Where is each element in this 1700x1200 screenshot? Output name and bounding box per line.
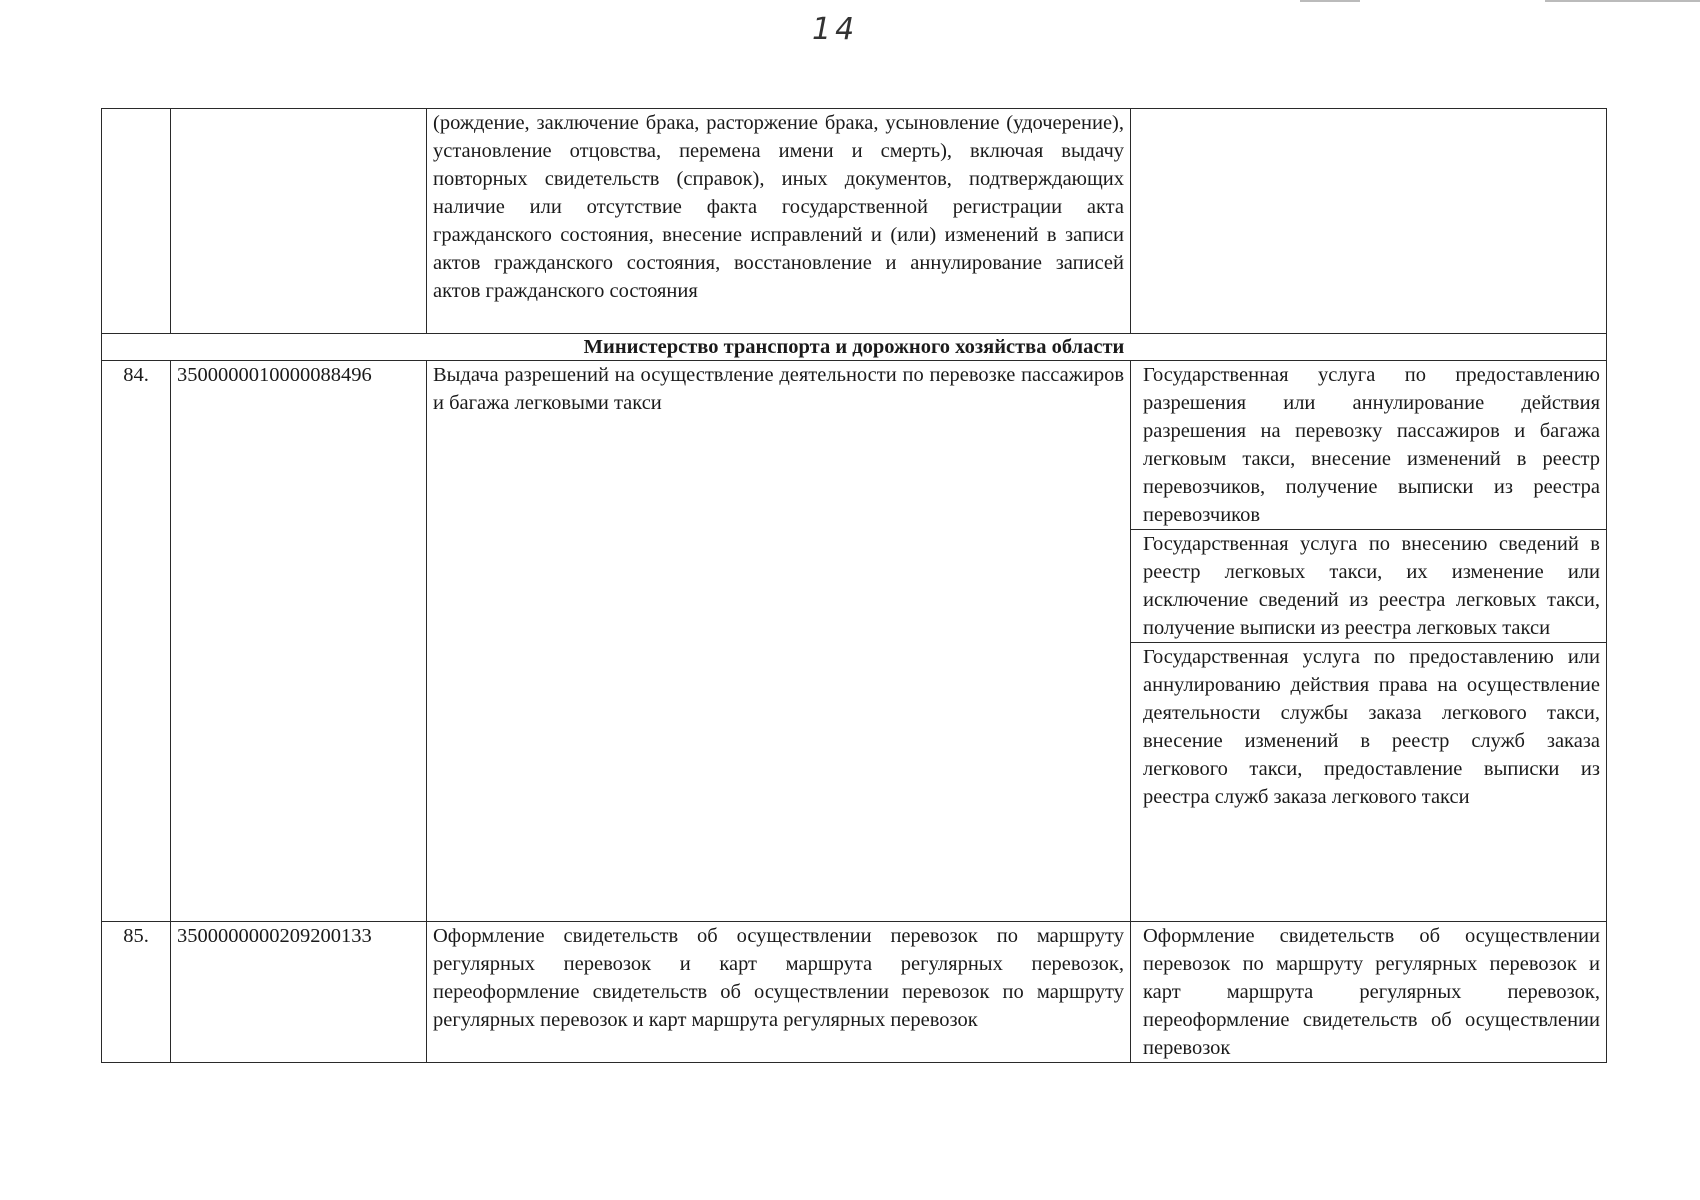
service-item: Оформление свидетельств об осуществлении перевозок по маршруту регулярных перевозок и карт маршрута регулярных перевозок, переоформление свидетельств об осуществлении перевозок [1143,925,1600,1059]
table-row-85 [102,922,1607,1063]
row-number-cell: 84. [102,361,171,922]
function-name-cell: (рождение, заключение брака, расторжение брака, усыновление (удочерение), установление отцовства, перемена имени и смерть), включая выдачу повторных свидетельств (справок), иных документов, подтверждающих наличие или отсутствие факта государственной регистрации акта гражданского состояния, внесение исправлений и (или) изменений в записи актов гражданского состояния, восстановление и аннулирование записей актов гражданского состояния [427,109,1131,334]
service-cell [1131,109,1607,334]
service-list-cell [1131,361,1607,922]
function-name-cell: Выдача разрешений на осуществление деятельности по перевозке пассажиров и багажа легковыми такси [427,361,1131,922]
service-item: Государственная услуга по внесению сведений в реестр легковых такси, их изменение или исключение сведений из реестра легковых такси, получение выписки из реестра легковых такси [1131,530,1606,643]
row-number-cell [102,109,171,334]
page-number: 14 [812,12,859,47]
scan-edge-mark [1300,0,1360,2]
row-id-cell: 3500000010000088496 [171,361,427,922]
services-registry-table [101,108,1607,1063]
scan-edge-mark [1545,0,1700,2]
table-row-84 [102,361,1607,922]
service-item: Государственная услуга по предоставлению или аннулированию действия права на осуществление деятельности службы заказа легкового такси, внесение изменений в реестр служб заказа легкового такси, предоставление выписки из реестра служб заказа легкового такси [1143,646,1600,808]
department-title: Министерство транспорта и дорожного хозяйства области [102,334,1607,361]
department-header-row [102,334,1607,361]
service-list-cell [1131,922,1607,1063]
table-row-continuation [102,109,1607,334]
row-id-cell: 3500000000209200133 [171,922,427,1063]
service-item: Государственная услуга по предоставлению разрешения или аннулирование действия разрешения на перевозку пассажиров и багажа легковым такси, внесение изменений в реестр перевозчиков, получение выписки из реестра перевозчиков [1131,361,1606,530]
row-id-cell [171,109,427,334]
function-name-cell: Оформление свидетельств об осуществлении перевозок по маршруту регулярных перевозок и карт маршрута регулярных перевозок, переоформление свидетельств об осуществлении перевозок по маршруту регулярных перевозок и карт маршрута регулярных перевозок [427,922,1131,1063]
row-number-cell: 85. [102,922,171,1063]
